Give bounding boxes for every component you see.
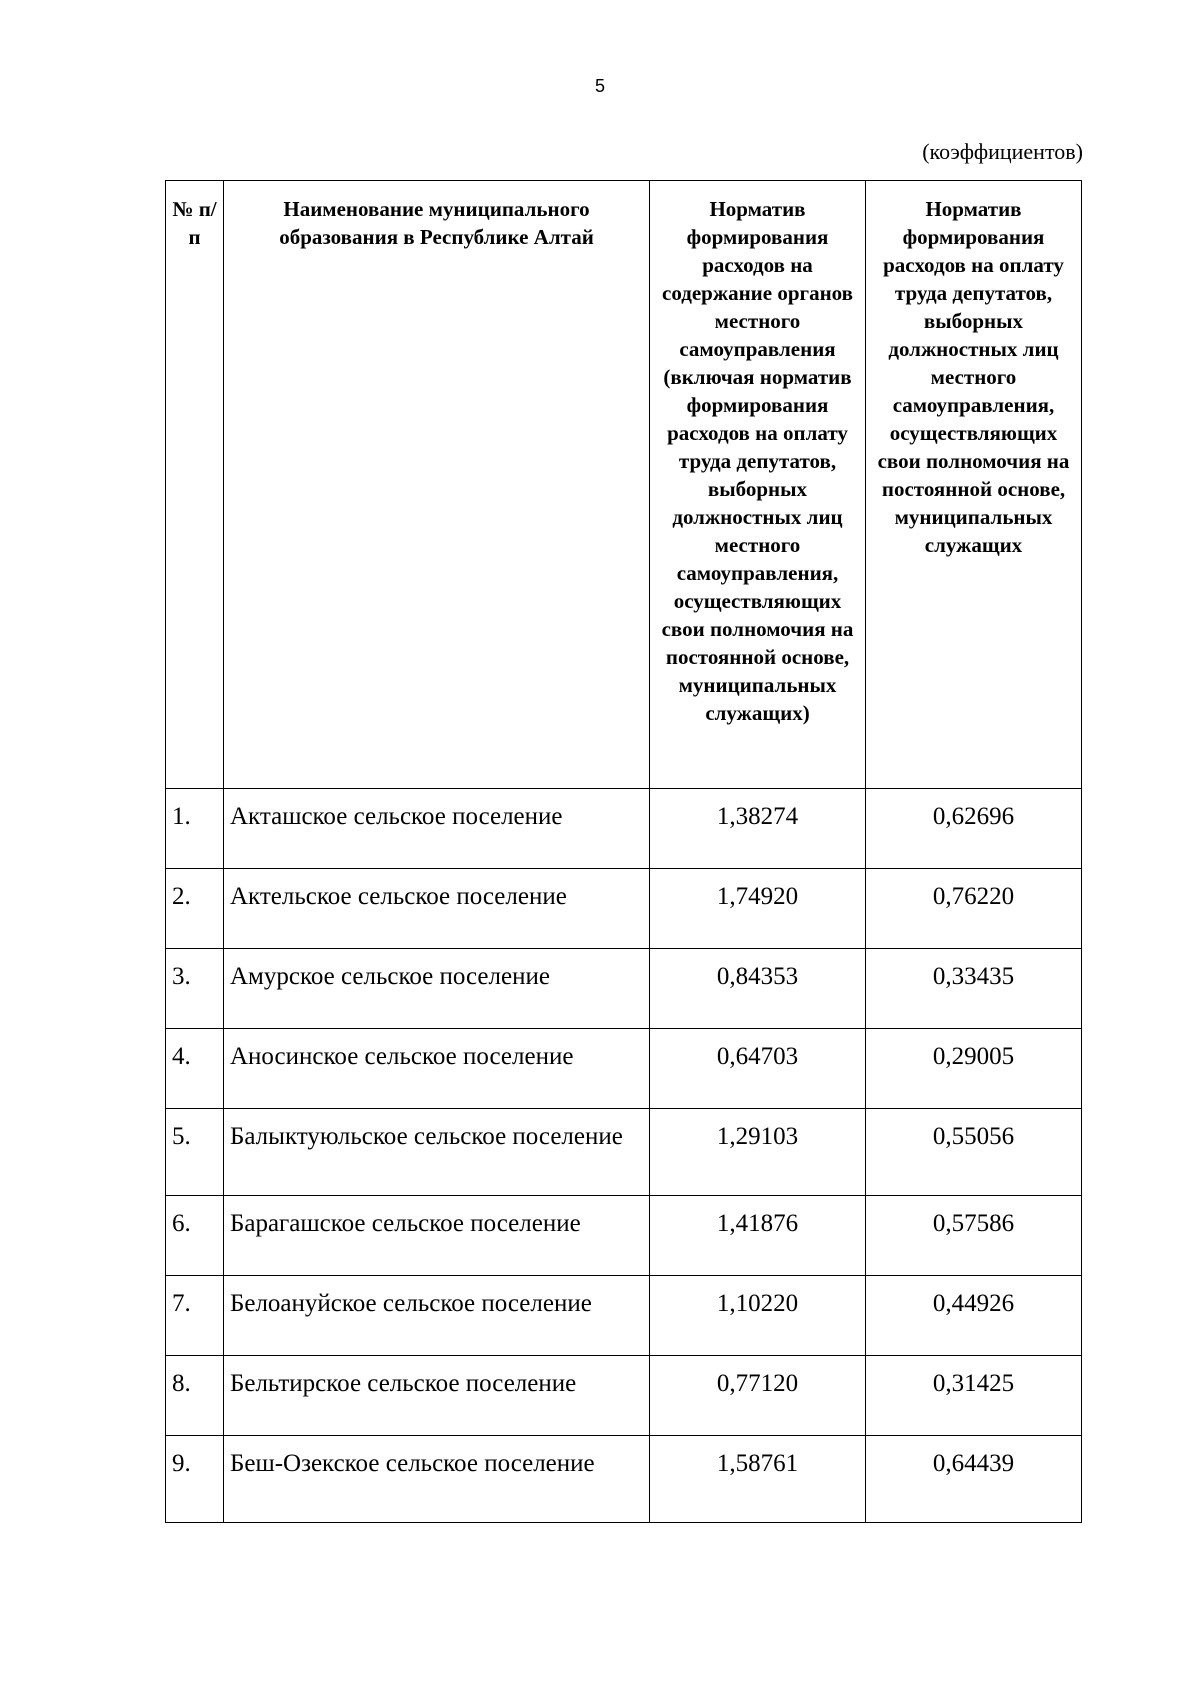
table-row — [166, 1436, 1082, 1523]
row-name: Аносинское сельское поселение — [224, 1029, 650, 1109]
table-row — [166, 789, 1082, 869]
table-row — [166, 1276, 1082, 1356]
header-number: № п/п — [166, 181, 224, 789]
table-row — [166, 869, 1082, 949]
row-name: Беш-Озекское сельское поселение — [224, 1436, 650, 1523]
row-name: Белоануйское сельское поселение — [224, 1276, 650, 1356]
row-norm-maintenance: 1,58761 — [650, 1436, 866, 1523]
row-norm-salary: 0,44926 — [866, 1276, 1082, 1356]
row-norm-maintenance: 1,29103 — [650, 1109, 866, 1196]
header-norm-maintenance: Норматив формирования расходов на содержание органов местного самоуправления (включая норматив формирования расходов на оплату труда депутатов, выборных должностных лиц местного самоуправления, осуществляющих свои полномочия на постоянной основе, муниципальных служащих) — [650, 181, 866, 789]
row-norm-salary: 0,33435 — [866, 949, 1082, 1029]
row-norm-salary: 0,57586 — [866, 1196, 1082, 1276]
row-number: 6. — [166, 1196, 224, 1276]
header-municipality-name: Наименование муниципального образования в Республике Алтай — [224, 181, 650, 789]
row-name: Актельское сельское поселение — [224, 869, 650, 949]
row-number: 3. — [166, 949, 224, 1029]
table-header-row — [166, 181, 1082, 789]
row-number: 2. — [166, 869, 224, 949]
row-norm-maintenance: 1,10220 — [650, 1276, 866, 1356]
row-name: Балыктуюльское сельское поселение — [224, 1109, 650, 1196]
norms-table — [165, 180, 1082, 1523]
row-name: Бельтирское сельское поселение — [224, 1356, 650, 1436]
row-name: Амурское сельское поселение — [224, 949, 650, 1029]
row-norm-maintenance: 1,74920 — [650, 869, 866, 949]
row-norm-maintenance: 1,41876 — [650, 1196, 866, 1276]
row-name: Барагашское сельское поселение — [224, 1196, 650, 1276]
row-norm-salary: 0,29005 — [866, 1029, 1082, 1109]
row-norm-salary: 0,31425 — [866, 1356, 1082, 1436]
table-row — [166, 1109, 1082, 1196]
row-norm-maintenance: 0,84353 — [650, 949, 866, 1029]
row-norm-maintenance: 1,38274 — [650, 789, 866, 869]
table-row — [166, 1356, 1082, 1436]
row-number: 5. — [166, 1109, 224, 1196]
header-norm-salary: Норматив формирования расходов на оплату труда депутатов, выборных должностных лиц местного самоуправления, осуществляющих свои полномочия на постоянной основе, муниципальных служащих — [866, 181, 1082, 789]
units-note: (коэффициентов) — [922, 139, 1083, 164]
table-row — [166, 1029, 1082, 1109]
row-number: 9. — [166, 1436, 224, 1523]
row-norm-salary: 0,55056 — [866, 1109, 1082, 1196]
row-number: 4. — [166, 1029, 224, 1109]
page-number: 5 — [594, 76, 605, 96]
row-norm-maintenance: 0,77120 — [650, 1356, 866, 1436]
row-norm-maintenance: 0,64703 — [650, 1029, 866, 1109]
row-number: 1. — [166, 789, 224, 869]
row-number: 7. — [166, 1276, 224, 1356]
row-name: Акташское сельское поселение — [224, 789, 650, 869]
row-norm-salary: 0,64439 — [866, 1436, 1082, 1523]
table-row — [166, 1196, 1082, 1276]
row-number: 8. — [166, 1356, 224, 1436]
row-norm-salary: 0,62696 — [866, 789, 1082, 869]
table-row — [166, 949, 1082, 1029]
row-norm-salary: 0,76220 — [866, 869, 1082, 949]
